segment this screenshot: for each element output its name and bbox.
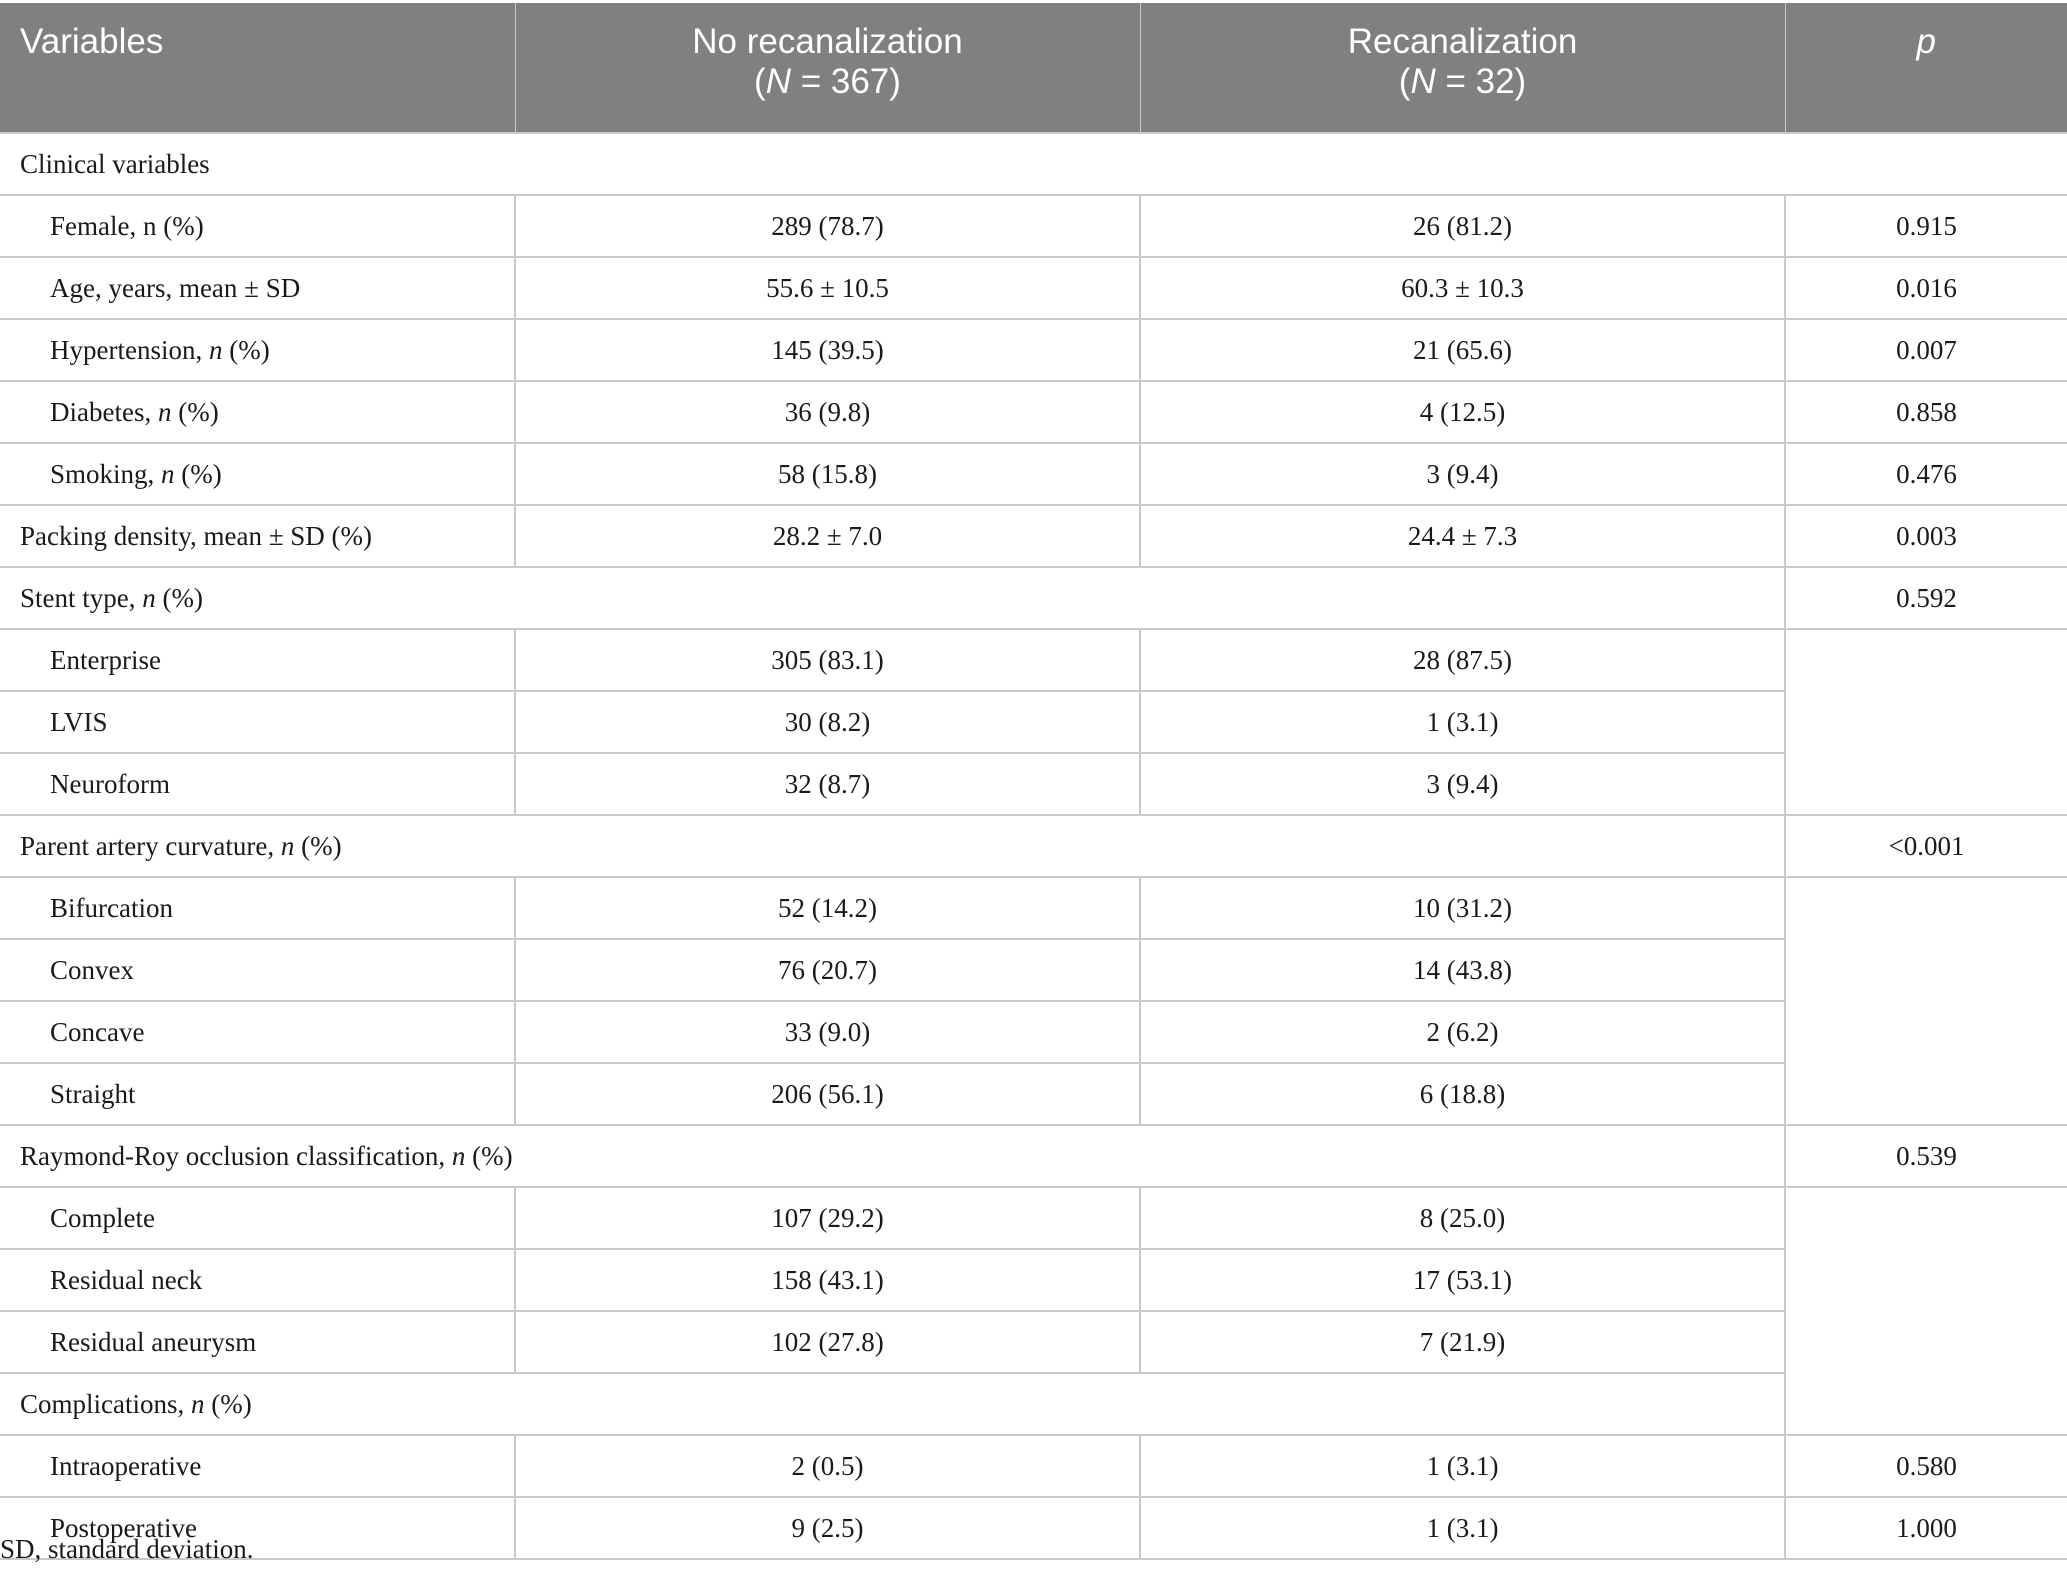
row-label: Complete — [0, 1187, 515, 1249]
no-recan-value: 32 (8.7) — [515, 753, 1140, 815]
recan-value: 6 (18.8) — [1140, 1063, 1785, 1125]
no-recan-value: 76 (20.7) — [515, 939, 1140, 1001]
row-label: Residual neck — [0, 1249, 515, 1311]
header-no-recan-label: No recanalization — [692, 22, 963, 61]
header-recan-label: Recanalization — [1347, 22, 1578, 61]
no-recan-value: 107 (29.2) — [515, 1187, 1140, 1249]
table-row-section — [0, 1373, 2067, 1435]
no-recan-value: 36 (9.8) — [515, 381, 1140, 443]
row-label: LVIS — [0, 691, 515, 753]
no-recan-value: 206 (56.1) — [515, 1063, 1140, 1125]
row-label: Convex — [0, 939, 515, 1001]
row-label: Bifurcation — [0, 877, 515, 939]
p-value-empty — [1785, 629, 2067, 815]
recan-value: 1 (3.1) — [1140, 1497, 1785, 1559]
recan-value: 14 (43.8) — [1140, 939, 1785, 1001]
recan-value: 3 (9.4) — [1140, 443, 1785, 505]
p-value: 0.007 — [1785, 319, 2067, 381]
row-label: Diabetes, n (%) — [0, 381, 515, 443]
table-row — [0, 877, 2067, 939]
table-row — [0, 753, 2067, 815]
table-row-section — [0, 815, 2067, 877]
table-row — [0, 381, 2067, 443]
p-value: 0.580 — [1785, 1435, 2067, 1497]
table-row-section — [0, 567, 2067, 629]
no-recan-value: 33 (9.0) — [515, 1001, 1140, 1063]
recan-value: 28 (87.5) — [1140, 629, 1785, 691]
table-header — [0, 3, 2067, 133]
p-value-empty — [1785, 877, 2067, 1125]
header-no-recan-n: (N = 367) — [754, 62, 901, 101]
p-value: 1.000 — [1785, 1497, 2067, 1559]
no-recan-value: 158 (43.1) — [515, 1249, 1140, 1311]
no-recan-value: 30 (8.2) — [515, 691, 1140, 753]
header-recan-n: (N = 32) — [1398, 62, 1527, 101]
p-value-empty — [1785, 1187, 2067, 1435]
row-label: Concave — [0, 1001, 515, 1063]
table-row — [0, 1497, 2067, 1559]
recan-value: 1 (3.1) — [1140, 691, 1785, 753]
recan-value: 8 (25.0) — [1140, 1187, 1785, 1249]
no-recan-value: 145 (39.5) — [515, 319, 1140, 381]
recan-value: 2 (6.2) — [1140, 1001, 1785, 1063]
table-row — [0, 505, 2067, 567]
recan-value: 4 (12.5) — [1140, 381, 1785, 443]
row-label: Smoking, n (%) — [0, 443, 515, 505]
section-label: Raymond-Roy occlusion classification, n (%) — [0, 1125, 1785, 1187]
row-label: Intraoperative — [0, 1435, 515, 1497]
p-value: <0.001 — [1785, 815, 2067, 877]
table-row — [0, 195, 2067, 257]
table-footnote: SD, standard deviation. — [0, 1534, 254, 1564]
table-row — [0, 1249, 2067, 1311]
p-value: 0.592 — [1785, 567, 2067, 629]
row-label: Female, n (%) — [0, 195, 515, 257]
section-label: Complications, n (%) — [0, 1373, 1785, 1435]
recan-value: 26 (81.2) — [1140, 195, 1785, 257]
table-row — [0, 319, 2067, 381]
table-row-section — [0, 133, 2067, 195]
recan-value: 21 (65.6) — [1140, 319, 1785, 381]
table-row — [0, 1435, 2067, 1497]
no-recan-value: 58 (15.8) — [515, 443, 1140, 505]
table-row — [0, 1311, 2067, 1373]
no-recan-value: 9 (2.5) — [515, 1497, 1140, 1559]
table-body — [0, 133, 2067, 1559]
row-label: Postoperative — [0, 1497, 515, 1559]
table-row-section — [0, 1125, 2067, 1187]
section-label: Stent type, n (%) — [0, 567, 1785, 629]
table-row — [0, 257, 2067, 319]
no-recan-value: 289 (78.7) — [515, 195, 1140, 257]
row-label: Age, years, mean ± SD — [0, 257, 515, 319]
row-label: Hypertension, n (%) — [0, 319, 515, 381]
table-row — [0, 629, 2067, 691]
no-recan-value: 28.2 ± 7.0 — [515, 505, 1140, 567]
no-recan-value: 102 (27.8) — [515, 1311, 1140, 1373]
table-row — [0, 443, 2067, 505]
p-value: 0.915 — [1785, 195, 2067, 257]
section-label: Parent artery curvature, n (%) — [0, 815, 1785, 877]
section-label: Clinical variables — [0, 133, 2067, 195]
row-label: Residual aneurysm — [0, 1311, 515, 1373]
p-value: 0.016 — [1785, 257, 2067, 319]
p-value: 0.858 — [1785, 381, 2067, 443]
results-table — [0, 3, 2067, 1560]
recan-value: 3 (9.4) — [1140, 753, 1785, 815]
table-row — [0, 1187, 2067, 1249]
recan-value: 17 (53.1) — [1140, 1249, 1785, 1311]
recan-value: 1 (3.1) — [1140, 1435, 1785, 1497]
row-label: Straight — [0, 1063, 515, 1125]
p-value: 0.539 — [1785, 1125, 2067, 1187]
recan-value: 60.3 ± 10.3 — [1140, 257, 1785, 319]
table-row — [0, 939, 2067, 1001]
table-row — [0, 1063, 2067, 1125]
table-row — [0, 691, 2067, 753]
p-value: 0.476 — [1785, 443, 2067, 505]
recan-value: 7 (21.9) — [1140, 1311, 1785, 1373]
header-recanalization — [1140, 3, 1785, 133]
table-row — [0, 1001, 2067, 1063]
row-label: Neuroform — [0, 753, 515, 815]
no-recan-value: 2 (0.5) — [515, 1435, 1140, 1497]
row-label: Packing density, mean ± SD (%) — [0, 505, 515, 567]
results-table-container — [0, 3, 2067, 1560]
p-value: 0.003 — [1785, 505, 2067, 567]
no-recan-value: 52 (14.2) — [515, 877, 1140, 939]
no-recan-value: 305 (83.1) — [515, 629, 1140, 691]
header-variables: Variables — [0, 3, 515, 133]
header-no-recanalization — [515, 3, 1140, 133]
row-label: Enterprise — [0, 629, 515, 691]
recan-value: 24.4 ± 7.3 — [1140, 505, 1785, 567]
header-p-value: p — [1785, 3, 2067, 133]
no-recan-value: 55.6 ± 10.5 — [515, 257, 1140, 319]
recan-value: 10 (31.2) — [1140, 877, 1785, 939]
